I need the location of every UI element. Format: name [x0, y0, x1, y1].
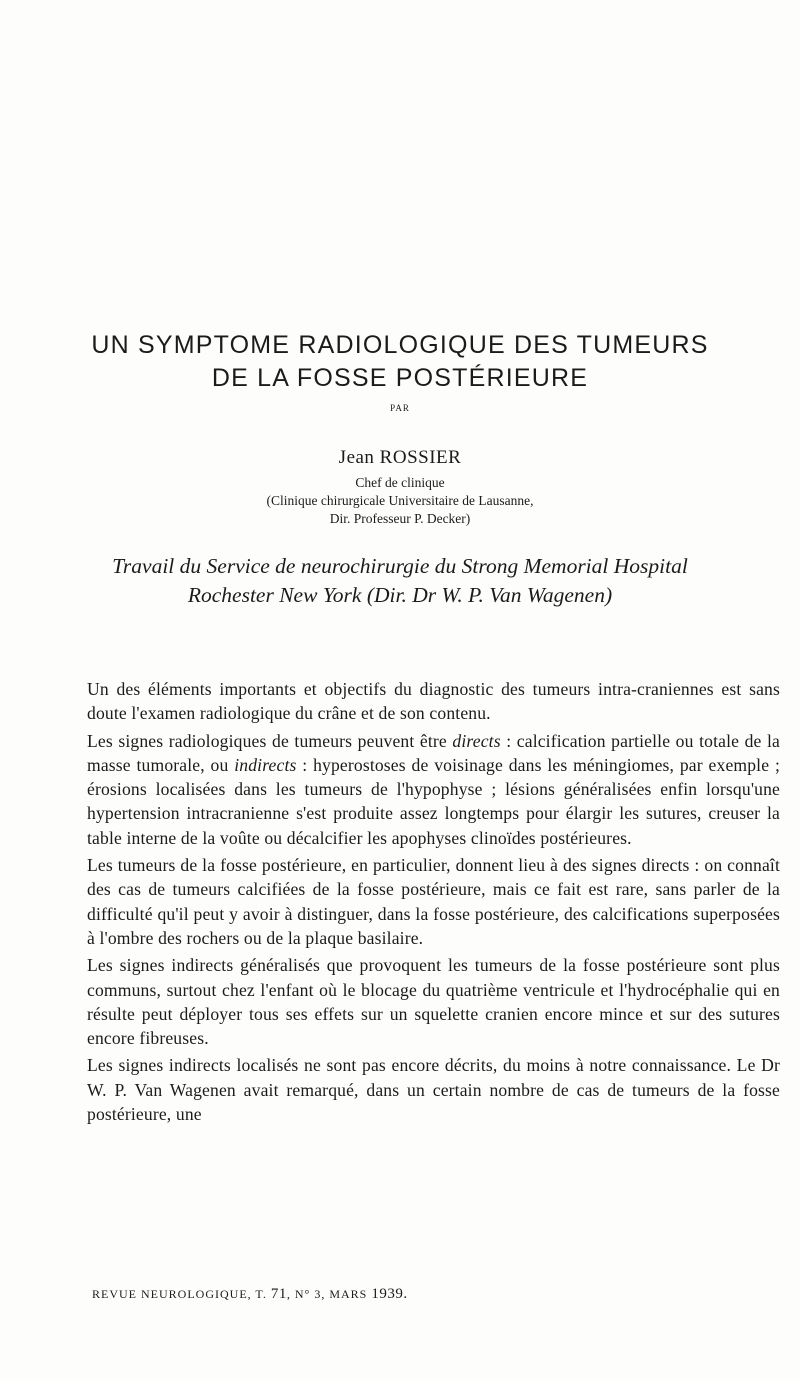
- article-body: [87, 677, 780, 1129]
- work-line-2: Rochester New York (Dir. Dr W. P. Van Wagenen): [187, 583, 613, 607]
- affiliation-line-1: (Clinique chirurgicale Universitaire de Lausanne,: [266, 493, 534, 508]
- author-name: Jean ROSSIER: [338, 447, 462, 468]
- work-line-1: Travail du Service de neurochirurgie du Strong Memorial Hospital: [112, 554, 688, 578]
- term-indirects: indirects: [234, 754, 297, 775]
- title-line-1: UN SYMPTOME RADIOLOGIQUE DES TUMEURS: [91, 330, 709, 359]
- journal-issue: , N° 3, MARS: [286, 1287, 372, 1301]
- affiliation-line-2: Dir. Professeur P. Decker): [329, 511, 471, 526]
- journal-volume: 71: [270, 1286, 287, 1302]
- author-role: Chef de clinique: [355, 475, 445, 490]
- article-title: [40, 329, 760, 395]
- author-affiliation: [0, 474, 800, 528]
- work-origin: [40, 552, 760, 610]
- title-line-2: DE LA FOSSE POSTÉRIEURE: [211, 363, 589, 392]
- by-label: PAR: [390, 403, 410, 413]
- journal-name: REVUE NEUROLOGIQUE, T.: [92, 1287, 271, 1301]
- paragraph-2: [87, 729, 780, 850]
- journal-year: 1939.: [371, 1286, 408, 1302]
- paragraph-2-part-a: Les signes radiologiques de tumeurs peuvent être: [87, 730, 453, 751]
- journal-footer: [92, 1286, 408, 1303]
- paragraph-3: Les tumeurs de la fosse postérieure, en particulier, donnent lieu à des signes directs : on connaît des cas de tumeurs calcifiées de la fosse postérieure, mais ce fait est rare, sans parler de la difficulté qu'il peut y avoir à distinguer, dans la fosse postérieure, des calcifications superposées à l'ombre des rochers ou de la plaque basilaire.: [87, 855, 780, 948]
- paragraph-1: Un des éléments importants et objectifs du diagnostic des tumeurs intra-craniennes est sans doute l'examen radiologique du crâne et de son contenu.: [87, 679, 780, 724]
- paragraph-5: Les signes indirects localisés ne sont pas encore décrits, du moins à notre connaissance. Le Dr W. P. Van Wagenen avait remarqué, dans un certain nombre de cas de tumeurs de la fosse postérieure, une: [87, 1055, 780, 1125]
- paragraph-2-part-e: : hyperostoses de voisinage dans les méningiomes, par exemple ; érosions localisées dans les tumeurs de l'hypophyse ; lésions généralisées enfin lorsqu'une hypertension intracranienne s'est produite assez longtemps pour élargir les sutures, creuser la table interne de la voûte ou décalcifier les apophyses clinoïdes postérieures.: [87, 754, 780, 848]
- term-directs: directs: [452, 730, 501, 751]
- paragraph-2-part-c: : calcification partielle ou totale de la masse tumorale, ou: [87, 730, 780, 775]
- paragraph-4: Les signes indirects généralisés que provoquent les tumeurs de la fosse postérieure sont plus communs, surtout chez l'enfant où le blocage du quatrième ventricule et l'hydrocéphalie qui en résulte peut déployer tous ses effets sur un squelette cranien encore mince et sur des sutures encore fibreuses.: [87, 955, 780, 1049]
